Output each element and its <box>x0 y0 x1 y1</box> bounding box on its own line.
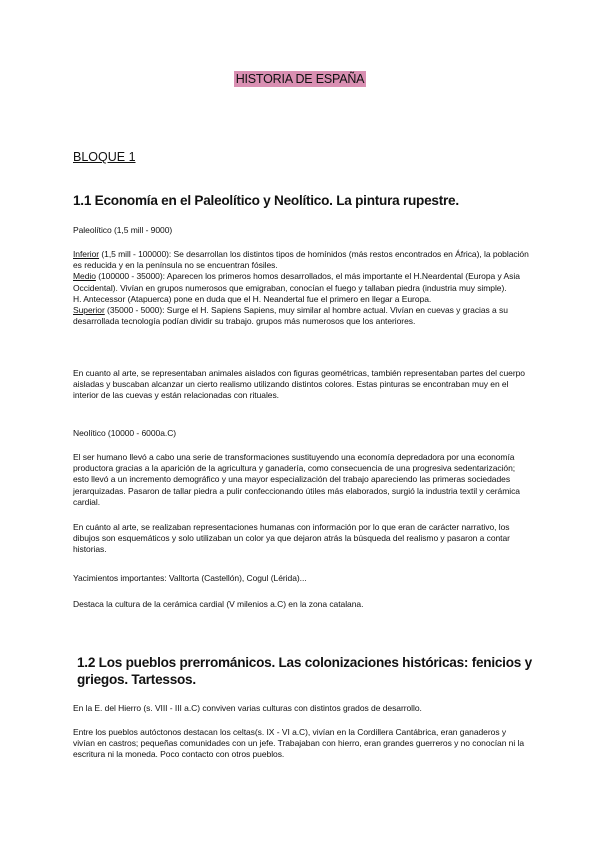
section-2-heading: 1.2 Los pueblos prerrománicos. Las colonizaciones históricas: fenicios y griegos. Tartessos. <box>77 655 532 687</box>
paleolithic-title: Paleolítico (1,5 mill - 9000) <box>73 225 173 235</box>
document-title <box>0 70 600 88</box>
section-1-heading: 1.1 Economía en el Paleolítico y Neolítico. La pintura rupestre. <box>73 193 459 208</box>
paleolithic-art-paragraph: En cuanto al arte, se representaban animales aislados con figuras geométricas, también representaban partes del cuerpo aisladas y buscaban alcanzar un cierto realismo utilizando distintos colores. Estas pinturas se encontraban muy en el interior de las cuevas y están relacionadas con rituales. <box>73 368 525 401</box>
yacimientos-paragraph: Yacimientos importantes: Valltorta (Castellón), Cogul (Lérida)... <box>73 573 307 583</box>
superior-label: Superior <box>73 305 105 316</box>
block-label: BLOQUE 1 <box>73 150 136 164</box>
hierro-paragraph: En la E. del Hierro (s. VIII - III a.C) conviven varias culturas con distintos grados de desarrollo. <box>73 703 422 713</box>
medio-label: Medio <box>73 271 96 282</box>
antecessor-text: H. Antecessor (Atapuerca) pone en duda que el H. Neandertal fue el primero en llegar a Europa. <box>73 293 432 304</box>
document-title-text: HISTORIA DE ESPAÑA <box>235 72 365 86</box>
ceramica-paragraph: Destaca la cultura de la cerámica cardial (V milenios a.C) en la zona catalana. <box>73 599 364 609</box>
neolithic-paragraph: El ser humano llevó a cabo una serie de transformaciones sustituyendo una economía depredadora por una economía productora gracias a la aparición de la agricultura y ganadería, como consecuencia de una progresiva sedentarización; esto llevó a un incremento demográfico y una mayor especialización del trabajo apareciendo las primeras sociedades jerarquizadas. Pasaron de tallar piedra a pulir confeccionando útiles más elaborados, surgió la industria textil y cerámica cardial. <box>73 452 520 507</box>
inferior-text: (1,5 mill - 100000): Se desarrollan los distintos tipos de homínidos (más restos encontrados en África), la población es reducida y en la península no se encuentran fósiles. <box>73 249 529 271</box>
celtas-paragraph: Entre los pueblos autóctonos destacan los celtas(s. IX - VI a.C), vivían en la Cordillera Cantábrica, eran ganaderos y vivían en castros; pequeñas comunidades con un jefe. Trabajaban con hierro, eran grandes guerreros y no conocían ni la escritura ni la moneda. Poco contacto con otros pueblos. <box>73 727 525 760</box>
inferior-label: Inferior <box>73 249 100 259</box>
neolithic-art-paragraph: En cuánto al arte, se realizaban representaciones humanas con información por lo que eran de carácter narrativo, los dibujos son esquemáticos y solo utilizaban un color ya que dejaron atrás la búsqueda del realismo y pasaron a contar historias. <box>73 522 510 555</box>
superior-text: (35000 - 5000): Surge el H. Sapiens Sapiens, muy similar al hombre actual. Vivían en cuevas y gracias a su desarrollada tecnología podían dividir su trabajo. grupos más numerosos que los anteriores. <box>73 305 508 327</box>
medio-text: (100000 - 35000): Aparecen los primeros homos desarrollados, el más importante el H.Neardental (Europa y Asia Occidental). Vivían en grupos numerosos que emigraban, conocían el fuego y tallaban piedra (industria muy simple). <box>73 271 520 293</box>
paleolithic-periods <box>73 249 529 327</box>
neolithic-title: Neolítico (10000 - 6000a.C) <box>73 428 177 438</box>
